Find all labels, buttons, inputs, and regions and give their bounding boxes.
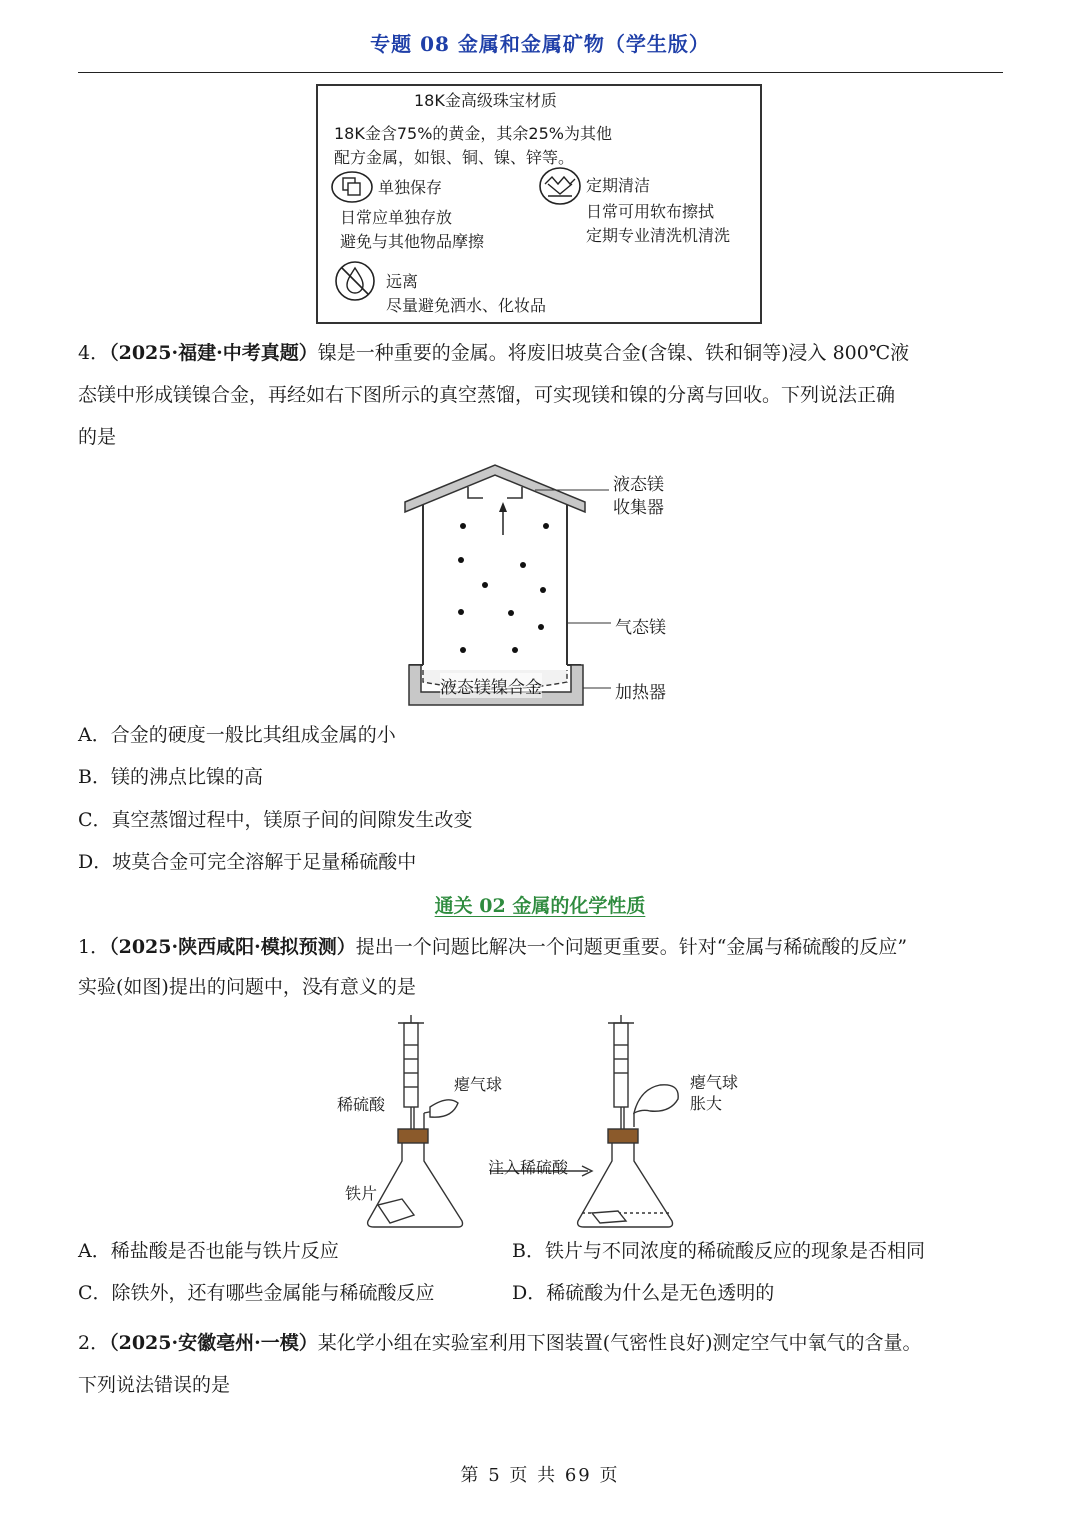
s2-number: 2． — [78, 1332, 110, 1354]
flask-experiment-diagram — [330, 1015, 770, 1235]
s1-text2b: 意义的是 — [339, 976, 416, 998]
s1-option-c: C．除铁外，还有哪些金属能与稀硫酸反应 — [78, 1282, 435, 1304]
q4-text: 镍是一种重要的金属。将废旧坡莫合金(含镍、铁和铜等)浸入 800℃液 — [317, 342, 910, 364]
s2-text: 某化学小组在实验室利用下图装置(气密性良好)测定空气中氧气的含量。 — [317, 1332, 922, 1354]
right-flask — [578, 1015, 679, 1227]
q4-line2: 态镁中形成镁镍合金，再经如右下图所示的真空蒸馏，可实现镁和镍的分离与回收。下列说法正确 — [78, 384, 896, 406]
alloy-label: 液态镁镍合金 — [440, 673, 542, 698]
s1-text: 提出一个问题比解决一个问题更重要。针对“金属与稀硫酸的反应” — [355, 936, 908, 958]
store-line1: 日常应单独存放 — [340, 208, 453, 227]
clean-line2: 定期专业清洗机清洗 — [586, 226, 731, 245]
section-title: 通关 02 金属的化学性质 — [434, 895, 646, 917]
page-header-title: 专题 08 金属和金属矿物（学生版） — [370, 32, 710, 56]
q4-option-b: B．镁的沸点比镍的高 — [78, 766, 263, 788]
q4-source: （2025·福建·中考真题） — [109, 342, 318, 364]
cleaning-icon — [538, 166, 582, 206]
s1-option-d: D．稀硫酸为什么是无色透明的 — [512, 1282, 775, 1304]
s1-source: （2025·陕西咸阳·模拟预测） — [109, 936, 356, 958]
s1-emphasis: 没有 — [301, 976, 340, 998]
s1-line2 — [78, 966, 1006, 1008]
s2-line2: 下列说法错误的是 — [78, 1374, 231, 1396]
q4-number: 4． — [78, 342, 110, 364]
s2-source: （2025·安徽亳州·一模） — [109, 1332, 318, 1354]
s1-option-b: B．铁片与不同浓度的稀硫酸反应的现象是否相同 — [512, 1240, 925, 1262]
no-water-icon — [334, 260, 376, 302]
clean-line1: 日常可用软布擦拭 — [586, 202, 715, 221]
header-divider — [78, 72, 1003, 73]
card-intro-line2: 配方金属，如银、铜、镍、锌等。 — [334, 148, 575, 167]
left-flask — [368, 1015, 463, 1227]
store-line2: 避免与其他物品摩擦 — [340, 232, 485, 251]
collector-label-line2: 收集器 — [613, 498, 664, 518]
card-title: 18K金高级珠宝材质 — [414, 91, 557, 110]
q4-line1 — [78, 332, 1006, 374]
away-title: 远离 — [386, 272, 419, 291]
vapor-label: 气态镁 — [615, 618, 666, 638]
clean-title: 定期清洁 — [586, 176, 651, 195]
balloon-label: 瘪气球 — [454, 1075, 503, 1094]
section-heading — [0, 891, 1080, 918]
store-title: 单独保存 — [378, 178, 443, 197]
q4-option-a: A．合金的硬度一般比其组成金属的小 — [78, 724, 396, 746]
separate-store-icon — [330, 170, 374, 204]
s2-line1 — [78, 1322, 1006, 1364]
q4-option-c: C．真空蒸馏过程中，镁原子间的间隙发生改变 — [78, 809, 473, 831]
inject-label: 注入稀硫酸 — [488, 1158, 569, 1177]
s1-option-a: A．稀盐酸是否也能与铁片反应 — [78, 1240, 339, 1262]
collector-label-line1: 液态镁 — [613, 475, 664, 495]
q4-line3: 的是 — [78, 426, 117, 448]
iron-label: 铁片 — [345, 1184, 378, 1203]
heater-label: 加热器 — [615, 683, 666, 703]
page-number: 第 5 页 共 69 页 — [460, 1465, 620, 1486]
away-line1: 尽量避免洒水、化妆品 — [386, 296, 547, 315]
balloon2-label-line2: 胀大 — [690, 1094, 723, 1113]
card-intro-line1: 18K金含75%的黄金，其余25%为其他 — [334, 124, 612, 143]
s1-text2a: 实验(如图)提出的问题中， — [78, 976, 302, 998]
balloon2-label-line1: 瘪气球 — [690, 1073, 739, 1092]
s1-line1 — [78, 926, 1006, 968]
acid-label: 稀硫酸 — [337, 1095, 386, 1114]
s1-number: 1． — [78, 936, 110, 958]
q4-option-d: D．坡莫合金可完全溶解于足量稀硫酸中 — [78, 851, 417, 873]
